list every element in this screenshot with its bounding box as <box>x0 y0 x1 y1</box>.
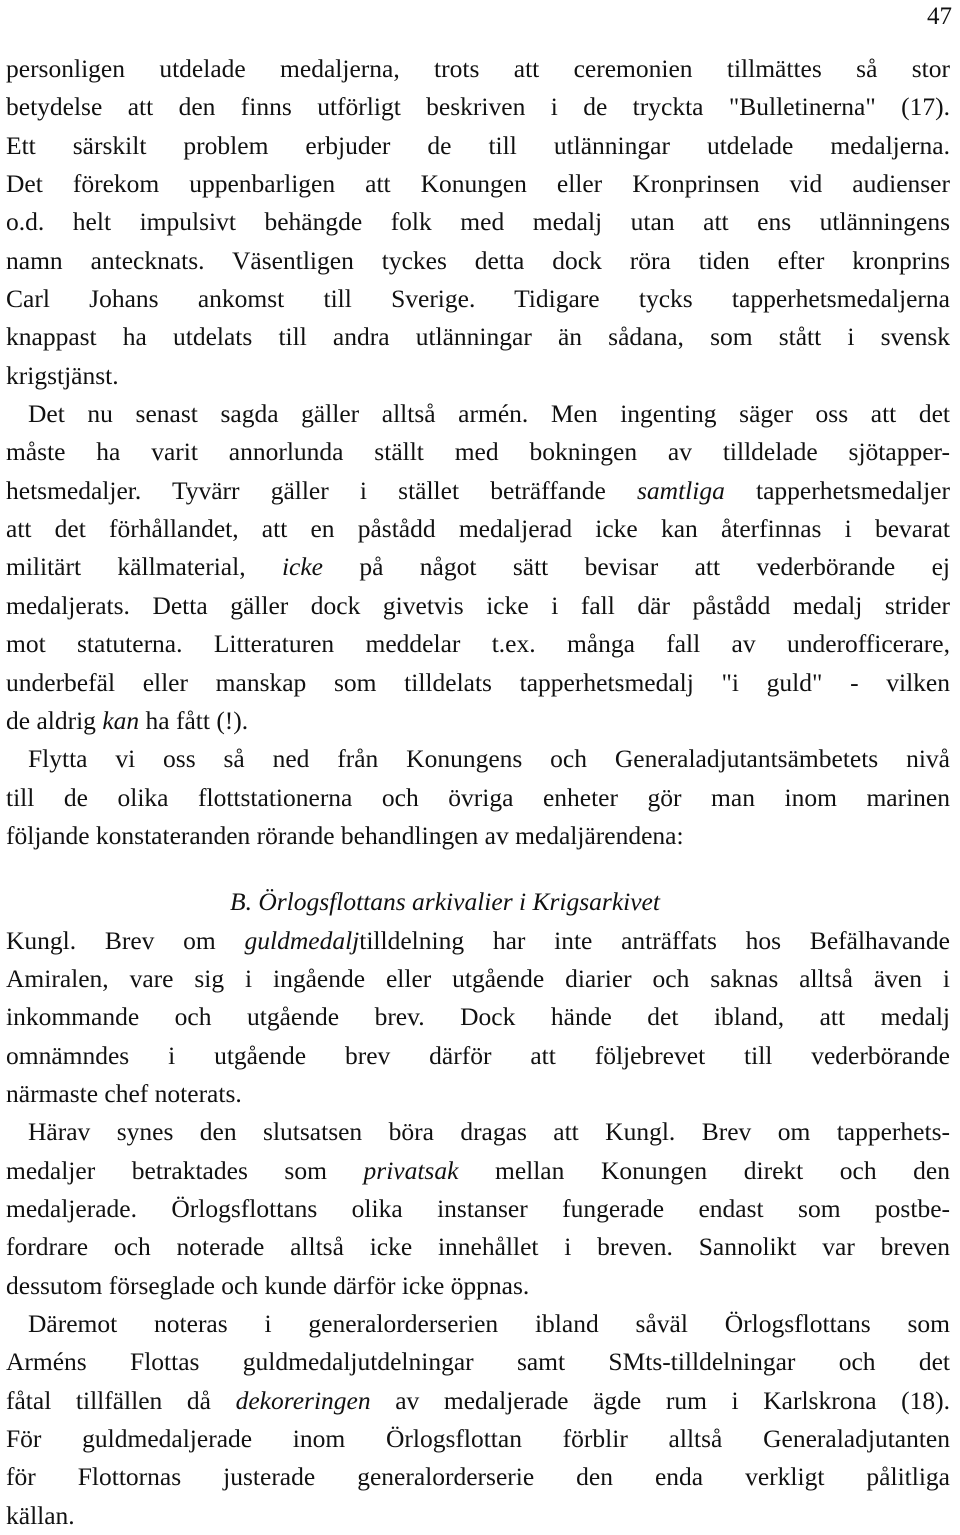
text-line: Arméns Flottas guldmedaljutdelningar samt SMts-tilldelningar och det <box>6 1347 950 1377</box>
paragraph-2 <box>6 395 950 740</box>
text-line: personligen utdelade medaljerna, trots att ceremonien tillmättes så stor <box>6 54 950 83</box>
text-line: medaljerade. Örlogsflottans olika instanser fungerade endast som postbe- <box>6 1193 950 1223</box>
text-run: tilldelning har inte anträffats hos Befälhavande <box>359 925 950 955</box>
text-run: militärt källmaterial, <box>6 552 282 582</box>
text-line: namn antecknats. Väsentligen tyckes detta dock röra tiden efter kronprins <box>6 245 950 275</box>
paragraph-6 <box>6 1305 950 1535</box>
text-line: Flytta vi oss så ned från Konungens och Generaladjutantsämbetets nivå <box>28 744 950 774</box>
text-line: Ett särskilt problem erbjuder de till utlänningar utdelade medaljerna. <box>6 130 950 160</box>
body-text <box>6 50 950 1535</box>
text-line <box>6 702 950 740</box>
text-run: medaljer betraktades som <box>6 1155 364 1185</box>
paragraph-1 <box>6 50 950 395</box>
text-run: tapperhetsmedaljer <box>724 475 950 505</box>
text-line: krigstjänst. <box>6 360 119 390</box>
text-line: dessutom förseglade och kunde därför icke öppnas. <box>6 1270 530 1300</box>
text-run: fåtal tillfällen då <box>6 1385 236 1415</box>
text-line: medaljerats. Detta gäller dock givetvis icke i fall där påstådd medalj strider <box>6 590 950 620</box>
text-line <box>6 548 950 586</box>
emphasis-text: samtliga <box>637 475 725 505</box>
text-line: o.d. helt impulsivt behängde folk med medalj utan att ens utlänningens <box>6 207 950 237</box>
text-line: Däremot noteras i generalorderserien ibland såväl Örlogsflottans som <box>28 1309 950 1338</box>
text-run: mellan Konungen direkt och den <box>458 1155 950 1185</box>
emphasis-text: kan <box>102 705 140 735</box>
section-heading: B. Örlogsflottans arkivalier i Krigsarkivet <box>230 887 660 917</box>
text-line <box>6 472 950 510</box>
paragraph-4 <box>6 922 950 1114</box>
text-line: omnämndes i utgående brev därför att följebrevet till vederbörande <box>6 1040 950 1070</box>
emphasis-text: privatsak <box>363 1155 459 1185</box>
paragraph-5 <box>6 1113 950 1305</box>
emphasis-text: icke <box>281 552 323 582</box>
emphasis-text: guldmedalj <box>244 925 360 955</box>
text-line: Det nu senast sagda gäller alltså armén. Men ingenting säger oss att det <box>28 399 950 429</box>
text-line <box>6 1382 950 1420</box>
text-line: att det förhållandet, att en påstådd medaljerad icke kan återfinnas i bevarat <box>6 514 950 544</box>
text-line <box>6 1152 950 1190</box>
page-number: 47 <box>927 3 952 30</box>
text-line: mot statuterna. Litteraturen meddelar t.ex. många fall av underofficerare, <box>6 629 950 659</box>
text-line: Amiralen, vare sig i ingående eller utgående diarier och saknas alltså även i <box>6 963 950 993</box>
text-line: Härav synes den slutsatsen böra dragas att Kungl. Brev om tapperhets- <box>28 1117 950 1147</box>
text-run: av medaljerade ägde rum i Karlskrona (18). <box>370 1385 950 1415</box>
text-line: Carl Johans ankomst till Sverige. Tidigare tycks tapperhetsmedaljerna <box>6 284 950 314</box>
text-line: fordrare och noterade alltså icke innehållet i breven. Sannolikt var breven <box>6 1232 950 1262</box>
text-line: inkommande och utgående brev. Dock hände det ibland, att medalj <box>6 1002 950 1032</box>
text-line: betydelse att den finns utförligt beskriven i de tryckta "Bulletinerna" (17). <box>6 92 950 122</box>
text-line: källan. <box>6 1500 75 1530</box>
text-line: För guldmedaljerade inom Örlogsflottan förblir alltså Generaladjutanten <box>6 1424 950 1454</box>
text-line: måste ha varit annorlunda ställt med bokningen av tilldelade sjötapper- <box>6 437 950 467</box>
text-line: närmaste chef noterats. <box>6 1078 242 1108</box>
text-line: Det förekom uppenbarligen att Konungen eller Kronprinsen vid audienser <box>6 169 950 199</box>
text-line: för Flottornas justerade generalorderserie den enda verkligt pålitliga <box>6 1462 950 1492</box>
text-line <box>6 922 950 960</box>
text-line: följande konstateranden rörande behandlingen av medaljärendena: <box>6 820 684 850</box>
text-line: underbefäl eller manskap som tilldelats tapperhetsmedalj "i guld" - vilken <box>6 667 950 697</box>
text-line: knappast ha utdelats till andra utlänningar än sådana, som stått i svensk <box>6 322 950 352</box>
text-run: hetsmedaljer. Tyvärr gäller i stället beträffande <box>6 475 637 505</box>
text-run: på något sätt bevisar att vederbörande ej <box>323 552 950 582</box>
paragraph-3 <box>6 740 950 855</box>
section-spacer <box>6 855 950 883</box>
text-line: till de olika flottstationerna och övriga enheter gör man inom marinen <box>6 782 950 812</box>
text-run: Kungl. Brev om <box>6 925 245 955</box>
text-run: ha fått (!). <box>139 705 249 735</box>
emphasis-text: dekoreringen <box>235 1385 371 1415</box>
text-run: de aldrig <box>6 705 103 735</box>
